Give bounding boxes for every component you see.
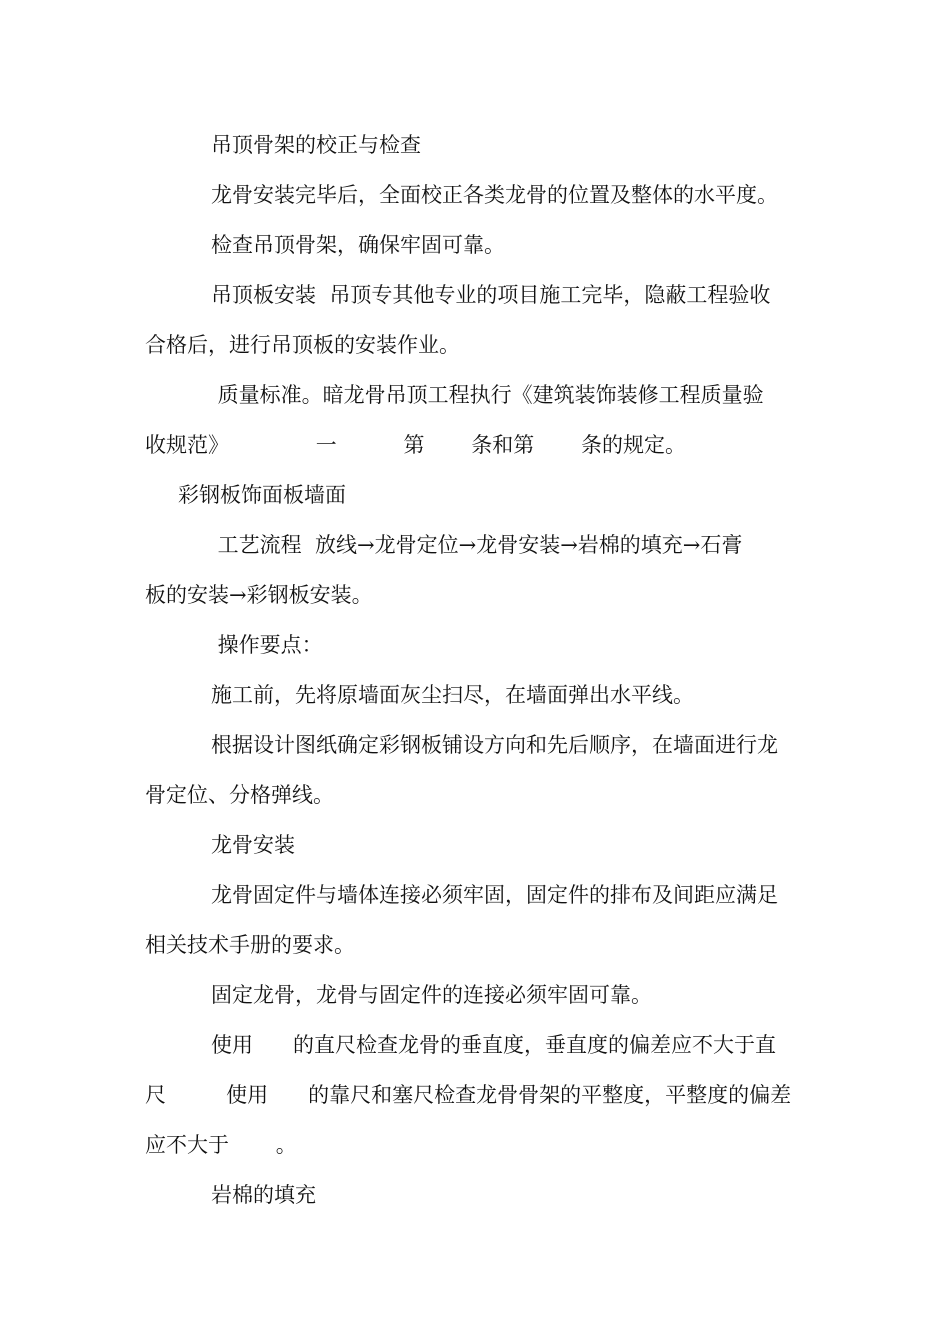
text-line: 吊顶骨架的校正与检查 xyxy=(211,133,421,157)
text-line: 使用 的直尺检查龙骨的垂直度，垂直度的偏差应不大于直 xyxy=(211,1033,777,1057)
text-line: 骨定位、分格弹线。 xyxy=(145,783,334,807)
text-line: 检查吊顶骨架，确保牢固可靠。 xyxy=(211,233,505,257)
text-line: 收规范》 一 第 条和第 条的规定。 xyxy=(145,433,686,457)
text-line: 板的安装→彩钢板安装。 xyxy=(145,583,373,607)
text-line: 龙骨安装完毕后，全面校正各类龙骨的位置及整体的水平度。 xyxy=(211,183,778,207)
text-line: 相关技术手册的要求。 xyxy=(145,933,355,957)
text-line: 吊顶板安装 吊顶专其他专业的项目施工完毕，隐蔽工程验收 xyxy=(211,283,771,307)
text-line: 根据设计图纸确定彩钢板铺设方向和先后顺序，在墙面进行龙 xyxy=(211,733,778,757)
text-line: 龙骨固定件与墙体连接必须牢固，固定件的排布及间距应满足 xyxy=(211,883,778,907)
text-line: 彩钢板饰面板墙面 xyxy=(178,483,346,507)
text-line: 应不大于 。 xyxy=(145,1133,297,1157)
text-line: 尺 使用 的靠尺和塞尺检查龙骨骨架的平整度，平整度的偏差 xyxy=(145,1083,792,1107)
text-line: 施工前，先将原墙面灰尘扫尽，在墙面弹出水平线。 xyxy=(211,683,694,707)
text-line: 岩棉的填充 xyxy=(211,1183,316,1207)
text-line: 质量标准。暗龙骨吊顶工程执行《建筑装饰装修工程质量验 xyxy=(211,383,764,407)
text-line: 工艺流程 放线→龙骨定位→龙骨安装→岩棉的填充→石膏 xyxy=(211,533,743,557)
text-line: 合格后，进行吊顶板的安装作业。 xyxy=(145,333,460,357)
text-line: 固定龙骨，龙骨与固定件的连接必须牢固可靠。 xyxy=(211,983,652,1007)
text-line: 龙骨安装 xyxy=(211,833,295,857)
text-line: 操作要点： xyxy=(211,633,323,657)
